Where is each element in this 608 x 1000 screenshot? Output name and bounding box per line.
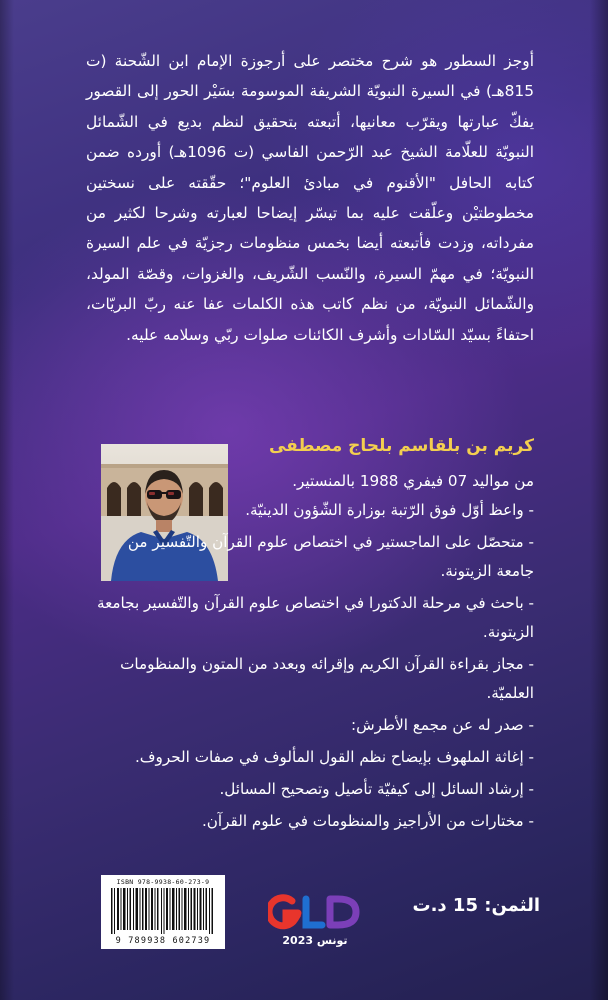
bio-line: - مجاز بقراءة القرآن الكريم وإقرائه وبعدد من المتون والمنظومات العلميّة.: [120, 655, 534, 702]
author-bio: [86, 467, 534, 839]
isbn-barcode: [101, 875, 225, 949]
book-summary: أوجز السطور هو شرح مختصر على أرجوزة الإمام ابن الشّحنة (ت 815هـ) في السيرة النبويّة الشريفة الموسومة بسَيْر الحور إلى القصور يفكّ عبارتها ويقرّب معانيها، أتبعته بتحقيق لنظم بديع في الشّمائل النبويّة للعلّامة الشيخ عبد الرّحمن الفاسي (ت 1096هـ) أورده ضمن كتابه الحافل "الأقنوم في مبادئ العلوم"؛ حقّقته على نسختين مخطوطتيْن وعلّقت عليه بما تيسّر إيضاحا لعبارته وشرحا لكثير من مفرداته، وزدت فأتبعته أيضا بخمس منظومات رجزيّة في علم السيرة النبويّة؛ في مهمّ السيرة، والنّسب الشّريف، والغزوات، وقصّة المولد، والشّمائل النبويّة، من نظم كاتب هذه الكلمات عفا عنه ربّ البريّات، احتفاءً بسيّد السّادات وأشرف الكائنات صلوات ربّي وسلامه عليه.: [86, 52, 535, 344]
bio-line: - متحصّل على الماجستير في اختصاص علوم القرآن والتّفسير من جامعة الزيتونة.: [127, 533, 534, 580]
bio-line: - مختارات من الأراجيز والمنظومات في علوم القرآن.: [201, 812, 534, 830]
bio-line: - باحث في مرحلة الدكتورا في اختصاص علوم القرآن والتّفسير بجامعة الزيتونة.: [96, 594, 534, 641]
bio-line: - صدر له عن مجمع الأطرش:: [350, 716, 534, 734]
bio-line: من مواليد 07 فيفري 1988 بالمنستير.: [292, 472, 534, 490]
publisher-place-year: تونس 2023: [282, 934, 348, 947]
bio-line: - إرشاد السائل إلى كيفيّة تأصيل وتصحيح المسائل.: [219, 780, 534, 798]
bio-line: - إغاثة الملهوف بإيضاح نظم القول المألوف في صفات الحروف.: [134, 748, 534, 766]
author-name: كريم بن بلقاسم بلحاج مصطفى: [268, 436, 534, 456]
isbn-digits: 9 789938 602739: [115, 936, 211, 946]
gld-logo-icon: [268, 893, 362, 933]
publisher-logo: [268, 893, 362, 959]
page-edge-shadow: [590, 0, 608, 1000]
bio-line: - واعظ أوّل فوق الرّتبة بوزارة الشّؤون الدينيّة.: [245, 501, 534, 519]
isbn-label: ISBN 978-9938-60-273-9: [116, 878, 210, 886]
book-price: الثمن: 15 د.ت: [412, 895, 540, 916]
spine-shadow: [0, 0, 14, 1000]
